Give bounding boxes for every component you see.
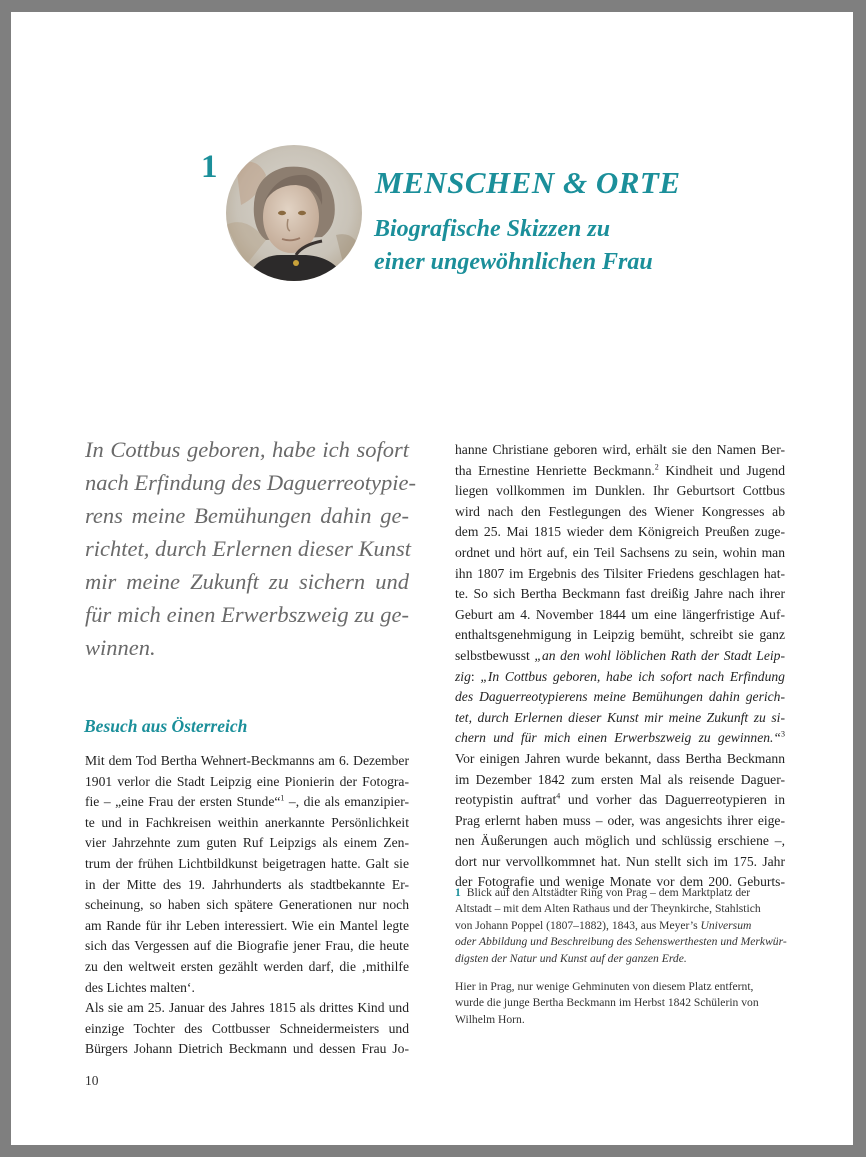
body-text: und vorher das Daguerreotypieren in xyxy=(560,792,785,808)
body-text: Kindheit und Jugend xyxy=(658,462,785,478)
body-text: reotypistin auftrat xyxy=(455,792,557,808)
body-line: in der Mitte des 19. Jahrhunderts als stadtbekannte Er- xyxy=(85,876,409,892)
body-text: : xyxy=(470,668,481,684)
quote-line: nach Erfindung des Daguerreotypie- xyxy=(85,470,416,495)
quoted-text: „In Cottbus geboren, habe ich sofort nach Erfindung xyxy=(480,668,785,684)
body-line xyxy=(85,792,409,813)
body-line: te und in Fachkreisen weithin anerkannte Persönlichkeit xyxy=(85,814,409,830)
body-line: im Dezember 1842 zum ersten Mal als reisende Daguer- xyxy=(455,771,785,787)
body-line xyxy=(455,708,785,729)
chapter-title: MENSCHEN & ORTE xyxy=(375,165,681,200)
body-line: Bürgers Johann Dietrich Beckmann und dessen Frau Jo- xyxy=(85,1041,409,1057)
body-line: Prag erlernt haben muss – oder, was angesichts ihrer eige- xyxy=(455,812,785,828)
caption-text: von Johann Poppel (1807–1882), 1843, aus Meyer’s xyxy=(455,918,701,932)
body-column-left xyxy=(85,751,409,1060)
caption-title: oder Abbildung und Beschreibung des Sehenswerthesten und Merkwür- xyxy=(455,935,787,949)
quoted-text: des Daguerreotypierens meine Bemühungen dahin gerich- xyxy=(455,689,785,705)
body-line: des Lichtes malten‘. xyxy=(85,979,195,995)
body-line xyxy=(455,646,785,667)
body-line: am Rande für ihr Leben interessiert. Wie ein Mantel legte xyxy=(85,917,409,933)
footnote-ref: 3 xyxy=(781,729,785,739)
body-line: dort nur vervollkommnet hat. Nun stellt sich im 175. Jahr xyxy=(455,853,785,869)
body-line: hanne Christiane geboren wird, erhält sie den Namen Ber- xyxy=(455,442,785,457)
caption-line xyxy=(455,885,785,901)
caption-line xyxy=(455,934,785,950)
caption-note-line: Hier in Prag, nur wenige Gehminuten von diesem Platz entfernt, xyxy=(455,980,754,994)
footnote-ref: 4 xyxy=(556,791,561,801)
quote-line: winnen. xyxy=(85,635,156,660)
section-heading: Besuch aus Österreich xyxy=(84,716,248,736)
page-number: 10 xyxy=(85,1073,99,1088)
caption-line xyxy=(455,918,785,934)
subtitle-line: einer ungewöhnlichen Frau xyxy=(374,249,653,275)
body-line xyxy=(455,790,785,811)
chapter-subtitle xyxy=(374,213,653,279)
body-line: liegen vollkommen im Dunklen. Ihr Geburtsort Cottbus xyxy=(455,483,785,499)
quote-line: mir meine Zukunft zu sichern und xyxy=(85,569,409,594)
quote-line: richtet, durch Erlernen dieser Kunst xyxy=(85,536,411,561)
caption-title: digsten der Natur und Kunst auf der ganzen Erde. xyxy=(455,951,687,965)
caption-line xyxy=(455,951,785,967)
body-line: Vor einigen Jahren wurde bekannt, dass Bertha Beckmann xyxy=(455,750,785,766)
body-line: ihn 1807 im Ergebnis des Tilsiter Friedens geschlagen hat- xyxy=(455,565,785,581)
caption-note-line: Wilhelm Horn. xyxy=(455,1012,525,1026)
portrait-image xyxy=(226,145,362,281)
caption-title: Universum xyxy=(700,918,752,932)
quote-line: für mich einen Erwerbszweig zu ge- xyxy=(85,602,409,627)
body-text: –, die als emanzipier- xyxy=(284,794,409,810)
caption-line: Altstadt – mit dem Alten Rathaus und der Theynkirche, Stahlstich xyxy=(455,902,761,916)
body-line: ordnet und hört auf, ein Teil Sachsens zu sein, wohin man xyxy=(455,544,785,560)
footnote-ref: 2 xyxy=(654,462,659,472)
body-column-right xyxy=(455,440,785,893)
body-line: enthaltsgenehmigung in Leipzig bemüht, schreibt sie ganz xyxy=(455,627,785,643)
quoted-text: „an den wohl löblichen Rath der Stadt Leip- xyxy=(534,647,785,663)
quoted-text: zig xyxy=(455,668,471,684)
body-line xyxy=(455,687,785,708)
caption-spacer xyxy=(455,967,785,979)
body-line: scheinung, so haben sich spätere Generationen nur noch xyxy=(85,897,409,913)
body-line xyxy=(455,667,785,688)
body-line: einzige Tochter des Cottbusser Schneidermeisters und xyxy=(85,1020,409,1036)
body-line xyxy=(455,461,785,482)
chapter-number: 1 xyxy=(201,149,218,185)
subtitle-line: Biografische Skizzen zu xyxy=(374,216,611,242)
caption-number: 1 xyxy=(455,886,461,899)
quote-line: In Cottbus geboren, habe ich sofort xyxy=(85,437,409,462)
quoted-text: tet, durch Erlernen dieser Kunst mir meine Zukunft zu si- xyxy=(455,709,785,725)
pull-quote xyxy=(85,433,416,664)
body-text: tha Ernestine Henriette Beckmann. xyxy=(455,462,655,478)
caption-text: Blick auf den Altstädter Ring von Prag – dem Marktplatz der xyxy=(466,886,751,899)
body-line: vier Jahrzehnte zum guten Ruf Leipzigs als einem Zen- xyxy=(85,835,409,851)
body-line: te. So sich Bertha Beckmann fast dreißig Jahre nach ihrer xyxy=(455,586,785,602)
body-text: fie – „eine Frau der ersten Stunde“ xyxy=(85,794,281,810)
body-line: dem 25. Mai 1815 wieder dem Königreich Preußen zuge- xyxy=(455,524,785,540)
footnote-ref: 1 xyxy=(280,793,285,803)
body-line: trum der frühen Lichtbildkunst beigetragen hatte. Galt sie xyxy=(85,855,409,871)
body-line: der Fotografie und wenige Monate vor dem 200. Geburts- xyxy=(455,874,785,890)
quote-line: rens meine Bemühungen dahin ge- xyxy=(85,503,409,528)
body-line: Mit dem Tod Bertha Wehnert-Beckmanns am 6. Dezember xyxy=(85,753,409,768)
quoted-text: chern und für mich einen Erwerbszweig zu gewinnen.“ xyxy=(455,730,781,746)
body-line: Geburt am 4. November 1844 um eine längerfristige Auf- xyxy=(455,606,785,622)
body-line: wird nach den Festlegungen des Wiener Kongresses ab xyxy=(455,503,785,519)
body-line: nen Äußerungen auch möglich und schlüssig erschiene –, xyxy=(455,833,785,849)
body-line: 1901 verlor die Stadt Leipzig eine Pionierin der Fotogra- xyxy=(85,773,409,789)
body-line xyxy=(455,728,785,749)
body-line: sich das Vergessen auf die Biografie jener Frau, die heute xyxy=(85,938,409,954)
body-text: selbstbewusst xyxy=(455,647,535,663)
caption-note-line: wurde die junge Bertha Beckmann im Herbst 1842 Schülerin von xyxy=(455,996,759,1010)
portrait-photo xyxy=(226,145,362,281)
body-line: Als sie am 25. Januar des Jahres 1815 als drittes Kind und xyxy=(85,1000,409,1016)
body-line: zu den weltweit ersten gezählt werden darf, die ‚mithilfe xyxy=(85,958,409,974)
figure-caption xyxy=(455,885,785,1028)
